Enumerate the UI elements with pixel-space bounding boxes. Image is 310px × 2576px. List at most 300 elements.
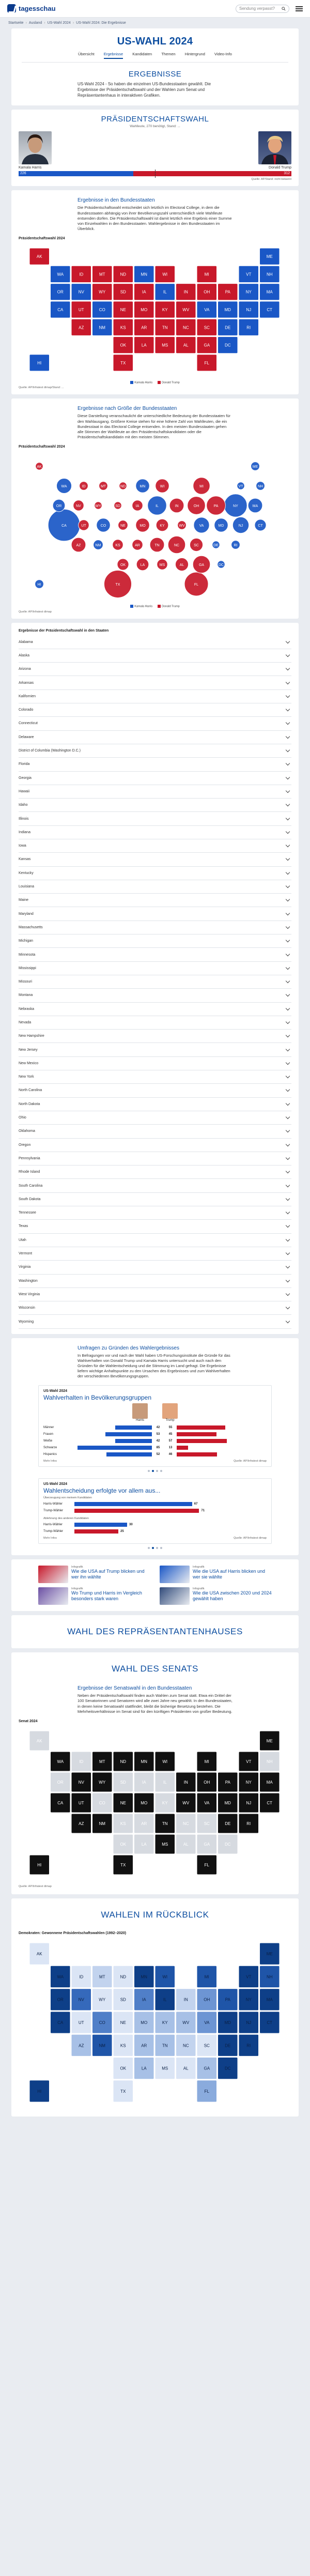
- state-nd[interactable]: [113, 1752, 133, 1771]
- state-ks[interactable]: [113, 1814, 133, 1833]
- state-or[interactable]: [51, 1988, 71, 2010]
- state-nd[interactable]: [113, 266, 133, 282]
- state-fl[interactable]: [197, 355, 217, 371]
- state-row[interactable]: [19, 948, 291, 961]
- state-ok[interactable]: [113, 336, 133, 353]
- state-ny[interactable]: [239, 284, 259, 300]
- state-ky[interactable]: [155, 301, 175, 318]
- tab-topics[interactable]: Themen: [161, 52, 176, 56]
- state-ut[interactable]: [71, 2012, 91, 2033]
- state-sc[interactable]: [197, 319, 217, 335]
- tagesschau-logo[interactable]: [7, 4, 56, 13]
- tab-video[interactable]: Video-Info: [214, 52, 232, 56]
- state-wy[interactable]: [92, 1772, 113, 1792]
- demographics-chart-card[interactable]: [38, 1385, 272, 1467]
- svg-text:ME: ME: [266, 1738, 273, 1743]
- state-row[interactable]: [19, 1016, 291, 1030]
- state-row[interactable]: [19, 867, 291, 880]
- state-bubble[interactable]: [97, 518, 111, 532]
- state-az[interactable]: [71, 319, 91, 335]
- state-row[interactable]: [19, 839, 291, 853]
- us-results-map[interactable]: [19, 242, 290, 377]
- state-ma[interactable]: [260, 1772, 280, 1792]
- state-id[interactable]: [71, 266, 91, 282]
- state-co[interactable]: [92, 2012, 113, 2033]
- state-bubble[interactable]: [118, 520, 128, 530]
- state-bubble[interactable]: [156, 519, 168, 531]
- state-bubble[interactable]: [212, 541, 220, 549]
- state-bubble[interactable]: [48, 509, 80, 541]
- state-bubble[interactable]: [99, 482, 108, 490]
- teaser-more-link[interactable]: Mehr Infos: [43, 1460, 57, 1463]
- state-ar[interactable]: [134, 2034, 154, 2056]
- state-mi[interactable]: [197, 1966, 217, 1987]
- state-row[interactable]: [19, 663, 291, 676]
- chevron-down-icon: [286, 897, 290, 901]
- state-bubble[interactable]: [150, 538, 164, 552]
- state-ma[interactable]: [260, 1988, 280, 2010]
- state-me[interactable]: [260, 1731, 280, 1751]
- state-row[interactable]: [19, 812, 291, 825]
- state-az[interactable]: [71, 1814, 91, 1833]
- state-al[interactable]: [176, 336, 196, 353]
- state-ia[interactable]: [134, 284, 154, 300]
- state-or[interactable]: [51, 284, 71, 300]
- state-row[interactable]: [19, 962, 291, 975]
- svg-text:MT: MT: [99, 1759, 105, 1764]
- state-nd[interactable]: [113, 1966, 133, 1987]
- state-mt[interactable]: [92, 1752, 113, 1771]
- state-bubble[interactable]: [119, 482, 127, 490]
- state-id[interactable]: [71, 1752, 91, 1771]
- state-bubble[interactable]: [190, 538, 203, 551]
- state-il[interactable]: [155, 1988, 175, 2010]
- state-oh[interactable]: [197, 1988, 217, 2010]
- state-row[interactable]: [19, 1098, 291, 1111]
- state-row[interactable]: [19, 1111, 291, 1125]
- state-row[interactable]: [19, 907, 291, 921]
- menu-icon[interactable]: [296, 6, 303, 11]
- state-bubble[interactable]: [193, 478, 210, 495]
- state-mt[interactable]: [92, 1966, 113, 1987]
- state-row[interactable]: [19, 975, 291, 989]
- state-wi[interactable]: [155, 1966, 175, 1987]
- state-ky[interactable]: [155, 2012, 175, 2033]
- state-pa[interactable]: [218, 1772, 238, 1792]
- state-row[interactable]: [19, 1247, 291, 1261]
- state-bubble[interactable]: [169, 498, 184, 513]
- state-ri[interactable]: [239, 2034, 259, 2056]
- state-in[interactable]: [176, 1988, 196, 2010]
- state-bubble[interactable]: [132, 540, 143, 550]
- state-row[interactable]: [19, 703, 291, 717]
- state-row[interactable]: [19, 934, 291, 948]
- state-in[interactable]: [176, 284, 196, 300]
- state-vt[interactable]: [239, 266, 259, 282]
- state-bubble[interactable]: [224, 494, 247, 517]
- motives-chart-card[interactable]: [38, 1478, 272, 1544]
- state-il[interactable]: [155, 284, 175, 300]
- state-ct[interactable]: [260, 1793, 280, 1813]
- state-ar[interactable]: [134, 1814, 154, 1833]
- state-ne[interactable]: [113, 1793, 133, 1813]
- state-ne[interactable]: [113, 301, 133, 318]
- state-bubble[interactable]: [136, 518, 150, 532]
- state-ia[interactable]: [134, 1772, 154, 1792]
- state-oh[interactable]: [197, 284, 217, 300]
- state-de[interactable]: [218, 1814, 238, 1833]
- state-bubble[interactable]: [218, 561, 225, 569]
- state-row[interactable]: [19, 921, 291, 934]
- state-nj[interactable]: [239, 2012, 259, 2033]
- svg-text:DE: DE: [225, 325, 231, 330]
- state-ms[interactable]: [155, 1834, 175, 1854]
- svg-text:AZ: AZ: [76, 544, 81, 548]
- state-ok[interactable]: [113, 1834, 133, 1854]
- senate-map[interactable]: [19, 1725, 290, 1880]
- state-bubble[interactable]: [132, 500, 143, 511]
- state-nj[interactable]: [239, 1793, 259, 1813]
- state-bubble[interactable]: [214, 518, 228, 532]
- state-dc[interactable]: [218, 336, 238, 353]
- state-hi[interactable]: [29, 1855, 50, 1875]
- state-fl[interactable]: [197, 2080, 217, 2102]
- state-nm[interactable]: [92, 319, 113, 335]
- state-ks[interactable]: [113, 319, 133, 335]
- state-nm[interactable]: [92, 2034, 113, 2056]
- state-sc[interactable]: [197, 2034, 217, 2056]
- state-ny[interactable]: [239, 1988, 259, 2010]
- state-il[interactable]: [155, 1772, 175, 1792]
- state-al[interactable]: [176, 2057, 196, 2079]
- state-row[interactable]: [19, 1301, 291, 1315]
- state-ca[interactable]: [51, 301, 71, 318]
- state-bubble[interactable]: [114, 502, 122, 510]
- state-mo[interactable]: [134, 2012, 154, 2033]
- state-tx[interactable]: [113, 355, 133, 371]
- related-article[interactable]: [160, 1587, 272, 1605]
- state-bubble[interactable]: [148, 496, 167, 515]
- state-row[interactable]: [19, 649, 291, 663]
- history-map[interactable]: [19, 1937, 290, 2108]
- state-bubble[interactable]: [168, 536, 185, 554]
- chevron-down-icon: [286, 802, 290, 806]
- state-sd[interactable]: [113, 284, 133, 300]
- state-va[interactable]: [197, 301, 217, 318]
- state-nm[interactable]: [92, 1814, 113, 1833]
- state-va[interactable]: [197, 1793, 217, 1813]
- state-ut[interactable]: [71, 1793, 91, 1813]
- state-row[interactable]: [19, 799, 291, 812]
- state-nv[interactable]: [71, 1988, 91, 2010]
- breadcrumb-item[interactable]: Ausland: [28, 21, 42, 25]
- state-row[interactable]: [19, 894, 291, 907]
- state-wy[interactable]: [92, 1988, 113, 2010]
- state-bubble[interactable]: [248, 498, 262, 513]
- state-mo[interactable]: [134, 301, 154, 318]
- state-tn[interactable]: [155, 1814, 175, 1833]
- state-bubble[interactable]: [104, 571, 131, 598]
- state-row[interactable]: [19, 1070, 291, 1084]
- state-dc[interactable]: [218, 1834, 238, 1854]
- state-row[interactable]: [19, 880, 291, 894]
- state-row[interactable]: [19, 1261, 291, 1274]
- state-vt[interactable]: [239, 1966, 259, 1987]
- state-row[interactable]: [19, 853, 291, 866]
- state-la[interactable]: [134, 336, 154, 353]
- state-ct[interactable]: [260, 2012, 280, 2033]
- state-tx[interactable]: [113, 1855, 133, 1875]
- state-bubble[interactable]: [36, 463, 43, 470]
- state-row[interactable]: [19, 1125, 291, 1138]
- state-ky[interactable]: [155, 1793, 175, 1813]
- state-ma[interactable]: [260, 284, 280, 300]
- search-input[interactable]: [236, 5, 289, 13]
- state-ga[interactable]: [197, 1834, 217, 1854]
- state-row[interactable]: [19, 826, 291, 839]
- state-row[interactable]: [19, 1084, 291, 1097]
- state-bubble[interactable]: [71, 538, 86, 552]
- state-wi[interactable]: [155, 1752, 175, 1771]
- state-ok[interactable]: [113, 2057, 133, 2079]
- demographic-row: [43, 1424, 267, 1431]
- state-ut[interactable]: [71, 301, 91, 318]
- state-md[interactable]: [218, 301, 238, 318]
- chevron-down-icon: [286, 1156, 290, 1160]
- state-row[interactable]: [19, 1193, 291, 1206]
- state-md[interactable]: [218, 1793, 238, 1813]
- state-bubble[interactable]: [117, 559, 129, 570]
- state-fl[interactable]: [197, 1855, 217, 1875]
- state-row[interactable]: [19, 1315, 291, 1328]
- state-hi[interactable]: [29, 355, 50, 371]
- state-va[interactable]: [197, 2012, 217, 2033]
- state-la[interactable]: [134, 1834, 154, 1854]
- state-wv[interactable]: [176, 2012, 196, 2033]
- trump-name: Donald Trump: [269, 166, 291, 170]
- related-article[interactable]: [160, 1566, 272, 1583]
- state-ak[interactable]: [29, 1731, 50, 1751]
- state-az[interactable]: [71, 2034, 91, 2056]
- state-name: Kansas: [19, 857, 31, 862]
- state-nc[interactable]: [176, 319, 196, 335]
- state-me[interactable]: [260, 248, 280, 265]
- state-row[interactable]: [19, 676, 291, 689]
- state-de[interactable]: [218, 319, 238, 335]
- state-row[interactable]: [19, 690, 291, 703]
- state-row[interactable]: [19, 758, 291, 771]
- state-bubble[interactable]: [207, 496, 226, 515]
- state-mi[interactable]: [197, 1752, 217, 1771]
- state-mt[interactable]: [92, 266, 113, 282]
- state-bubble[interactable]: [251, 462, 260, 471]
- state-row[interactable]: [19, 1275, 291, 1288]
- svg-text:PA: PA: [225, 1997, 230, 2002]
- state-bubble[interactable]: [95, 502, 102, 510]
- state-row[interactable]: [19, 1139, 291, 1152]
- state-nj[interactable]: [239, 301, 259, 318]
- state-row[interactable]: [19, 785, 291, 799]
- state-bubble[interactable]: [188, 497, 206, 515]
- tab-background[interactable]: Hintergrund: [184, 52, 205, 56]
- breadcrumb-item[interactable]: Startseite: [8, 21, 24, 25]
- state-row[interactable]: [19, 717, 291, 730]
- state-al[interactable]: [176, 1834, 196, 1854]
- state-name: South Carolina: [19, 1184, 43, 1188]
- state-bubble[interactable]: [73, 500, 84, 511]
- state-bubble[interactable]: [184, 572, 208, 596]
- state-in[interactable]: [176, 1772, 196, 1792]
- state-row[interactable]: [19, 1220, 291, 1233]
- state-row[interactable]: [19, 636, 291, 649]
- svg-text:ID: ID: [79, 272, 84, 277]
- state-bubble[interactable]: [178, 521, 187, 530]
- state-bubble[interactable]: [194, 517, 209, 533]
- state-nc[interactable]: [176, 1814, 196, 1833]
- state-wy[interactable]: [92, 284, 113, 300]
- state-ne[interactable]: [113, 2012, 133, 2033]
- state-row[interactable]: [19, 1152, 291, 1166]
- state-ms[interactable]: [155, 2057, 175, 2079]
- state-bubble[interactable]: [255, 519, 266, 531]
- teaser-more-link[interactable]: Mehr Infos: [43, 1537, 57, 1540]
- bubble-map[interactable]: [19, 451, 290, 601]
- state-ca[interactable]: [51, 1793, 71, 1813]
- state-co[interactable]: [92, 1793, 113, 1813]
- state-dc[interactable]: [218, 2057, 238, 2079]
- state-sd[interactable]: [113, 1988, 133, 2010]
- state-row[interactable]: [19, 1234, 291, 1247]
- state-bubble[interactable]: [231, 541, 240, 549]
- state-row[interactable]: [19, 744, 291, 758]
- state-ga[interactable]: [197, 2057, 217, 2079]
- state-nh[interactable]: [260, 1752, 280, 1771]
- state-ri[interactable]: [239, 1814, 259, 1833]
- state-tx[interactable]: [113, 2080, 133, 2102]
- state-bubble[interactable]: [156, 479, 169, 493]
- state-ms[interactable]: [155, 336, 175, 353]
- state-nv[interactable]: [71, 284, 91, 300]
- state-ia[interactable]: [134, 1988, 154, 2010]
- state-nc[interactable]: [176, 2034, 196, 2056]
- state-sc[interactable]: [197, 1814, 217, 1833]
- state-pa[interactable]: [218, 284, 238, 300]
- state-bubble[interactable]: [56, 479, 71, 494]
- state-row[interactable]: [19, 1166, 291, 1179]
- svg-text:VT: VT: [238, 485, 243, 489]
- state-ar[interactable]: [134, 319, 154, 335]
- carousel-dots[interactable]: [19, 1547, 291, 1549]
- state-ga[interactable]: [197, 336, 217, 353]
- state-nv[interactable]: [71, 1772, 91, 1792]
- tab-results[interactable]: Ergebnisse: [104, 52, 123, 59]
- svg-text:NM: NM: [95, 544, 101, 548]
- state-bubble[interactable]: [193, 556, 210, 573]
- state-oh[interactable]: [197, 1772, 217, 1792]
- state-nh[interactable]: [260, 266, 280, 282]
- related-article[interactable]: [38, 1566, 150, 1583]
- tab-overview[interactable]: Übersicht: [78, 52, 95, 56]
- state-mn[interactable]: [134, 1752, 154, 1771]
- state-bubble[interactable]: [136, 558, 149, 571]
- state-wa[interactable]: [51, 1966, 71, 1987]
- state-id[interactable]: [71, 1966, 91, 1987]
- state-row[interactable]: [19, 772, 291, 785]
- state-row[interactable]: [19, 1179, 291, 1192]
- state-bubble[interactable]: [175, 558, 188, 571]
- state-bubble[interactable]: [80, 482, 88, 490]
- state-wv[interactable]: [176, 301, 196, 318]
- state-bubble[interactable]: [256, 482, 265, 490]
- state-row[interactable]: [19, 731, 291, 744]
- state-co[interactable]: [92, 301, 113, 318]
- state-ny[interactable]: [239, 1772, 259, 1792]
- state-mo[interactable]: [134, 1793, 154, 1813]
- state-ks[interactable]: [113, 2034, 133, 2056]
- state-bubble[interactable]: [35, 580, 44, 589]
- state-bubble[interactable]: [53, 499, 65, 512]
- state-ak[interactable]: [29, 248, 50, 265]
- state-la[interactable]: [134, 2057, 154, 2079]
- state-mn[interactable]: [134, 1966, 154, 1987]
- state-row[interactable]: [19, 1057, 291, 1070]
- state-wi[interactable]: [155, 266, 175, 282]
- state-wa[interactable]: [51, 266, 71, 282]
- state-ak[interactable]: [29, 1943, 50, 1965]
- state-bubble[interactable]: [94, 540, 103, 550]
- state-bubble[interactable]: [237, 482, 245, 490]
- state-mn[interactable]: [134, 266, 154, 282]
- state-tn[interactable]: [155, 319, 175, 335]
- state-row[interactable]: [19, 1003, 291, 1016]
- state-wa[interactable]: [51, 1752, 71, 1771]
- related-article[interactable]: [38, 1587, 150, 1605]
- state-name: Oregon: [19, 1143, 31, 1147]
- state-row[interactable]: [19, 1288, 291, 1301]
- state-ri[interactable]: [239, 319, 259, 335]
- state-tn[interactable]: [155, 2034, 175, 2056]
- state-or[interactable]: [51, 1772, 71, 1792]
- svg-text:KS: KS: [120, 1821, 126, 1826]
- state-sd[interactable]: [113, 1772, 133, 1792]
- state-me[interactable]: [260, 1943, 280, 1965]
- chevron-down-icon: [286, 843, 290, 847]
- state-row[interactable]: [19, 1030, 291, 1043]
- state-row[interactable]: [19, 989, 291, 1002]
- state-bubble[interactable]: [136, 479, 150, 493]
- state-pa[interactable]: [218, 1988, 238, 2010]
- state-mi[interactable]: [197, 266, 217, 282]
- state-bubble[interactable]: [233, 517, 249, 533]
- state-wv[interactable]: [176, 1793, 196, 1813]
- state-nh[interactable]: [260, 1966, 280, 1987]
- state-hi[interactable]: [29, 2080, 50, 2102]
- state-de[interactable]: [218, 2034, 238, 2056]
- state-ca[interactable]: [51, 2012, 71, 2033]
- state-bubble[interactable]: [79, 520, 89, 531]
- tab-candidates[interactable]: Kandidaten: [132, 52, 152, 56]
- state-row[interactable]: [19, 1043, 291, 1056]
- state-row[interactable]: [19, 1206, 291, 1220]
- state-ct[interactable]: [260, 301, 280, 318]
- state-vt[interactable]: [239, 1752, 259, 1771]
- state-md[interactable]: [218, 2012, 238, 2033]
- breadcrumb-item[interactable]: US-Wahl 2024: [47, 21, 71, 25]
- carousel-dots[interactable]: [19, 1470, 291, 1472]
- state-bubble[interactable]: [157, 559, 168, 570]
- state-bubble[interactable]: [113, 540, 123, 550]
- svg-text:MI: MI: [199, 485, 204, 489]
